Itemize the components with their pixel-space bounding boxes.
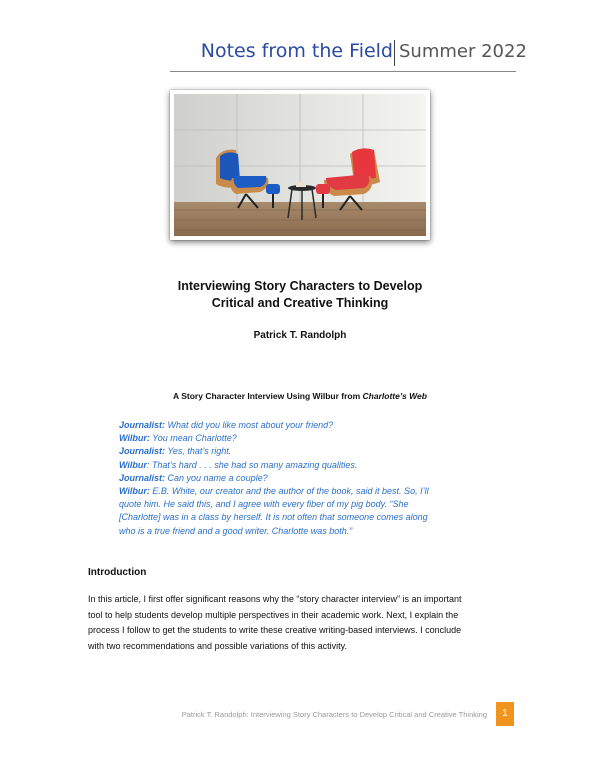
chairs-photo [170,90,430,240]
interview-subtitle [0,391,600,401]
introduction-heading: Introduction [88,567,147,578]
dialogue-line [119,445,479,458]
article-author: Patrick T. Randolph [253,330,347,341]
dialogue-speaker: Journalist: [119,446,166,457]
dialogue-speaker: Wilbur [119,459,147,470]
page-number: 1 [496,702,514,726]
article-title [0,278,600,312]
dialogue-speaker: Wilbur: [119,433,150,444]
dialogue-line [119,419,479,432]
introduction-paragraph [88,592,514,654]
dialogue-text: You mean Charlotte? [149,433,237,444]
running-footer: Patrick T. Randolph: Interviewing Story Characters to Develop Critical and Creative Thinking [181,710,487,719]
chairs-illustration [174,94,426,236]
title-line-2: Critical and Creative Thinking [211,296,389,310]
dialogue-text: Can you name a couple? [165,472,268,483]
dialogue-text: E.B. White, our creator and the author of the book, said it best. So, I’ll [149,486,429,497]
dialogue-continuation: quote him. He said this, and I agree with every fiber of my pig body. “She [119,499,409,510]
paragraph-line: In this article, I first offer significant reasons why the “story character interview” is an important [88,594,462,604]
dialogue-speaker: Journalist: [119,472,166,483]
dialogue-line [119,472,479,485]
header-divider [394,40,395,66]
paragraph-line: process I follow to get the students to write these creative writing-based interviews. I conclude [88,625,462,635]
dialogue-continuation: [Charlotte] was in a class by herself. It is not often that someone comes along [119,512,428,523]
dialogue-speaker: Journalist: [119,420,166,430]
dialogue-continuation: who is a true friend and a good writer. Charlotte was both.” [119,525,353,536]
publication-title: Notes from the Field [200,40,393,62]
dialogue-text: : That’s hard . . . she had so many amazing qualities. [146,459,358,470]
issue-label: Summer 2022 [399,41,527,62]
dialogue-line [119,432,479,445]
dialogue-text: Yes, that’s right. [165,446,232,457]
header-rule [170,71,516,72]
paragraph-line: with two recommendations and possible variations of this activity. [88,640,347,651]
subtitle-prefix: A Story Character Interview Using Wilbur from [173,391,363,401]
dialogue-line [119,485,479,498]
subtitle-book: Charlotte’s Web [362,391,427,401]
interview-dialogue [119,419,479,538]
title-line-1: Interviewing Story Characters to Develop [177,279,423,293]
dialogue-speaker: Wilbur: [119,486,150,497]
dialogue-line [119,459,479,472]
dialogue-text: What did you like most about your friend? [165,420,334,430]
page-header [0,40,600,70]
paragraph-line: tool to help students develop multiple perspectives in their academic work. Next, I explain the [88,609,459,620]
